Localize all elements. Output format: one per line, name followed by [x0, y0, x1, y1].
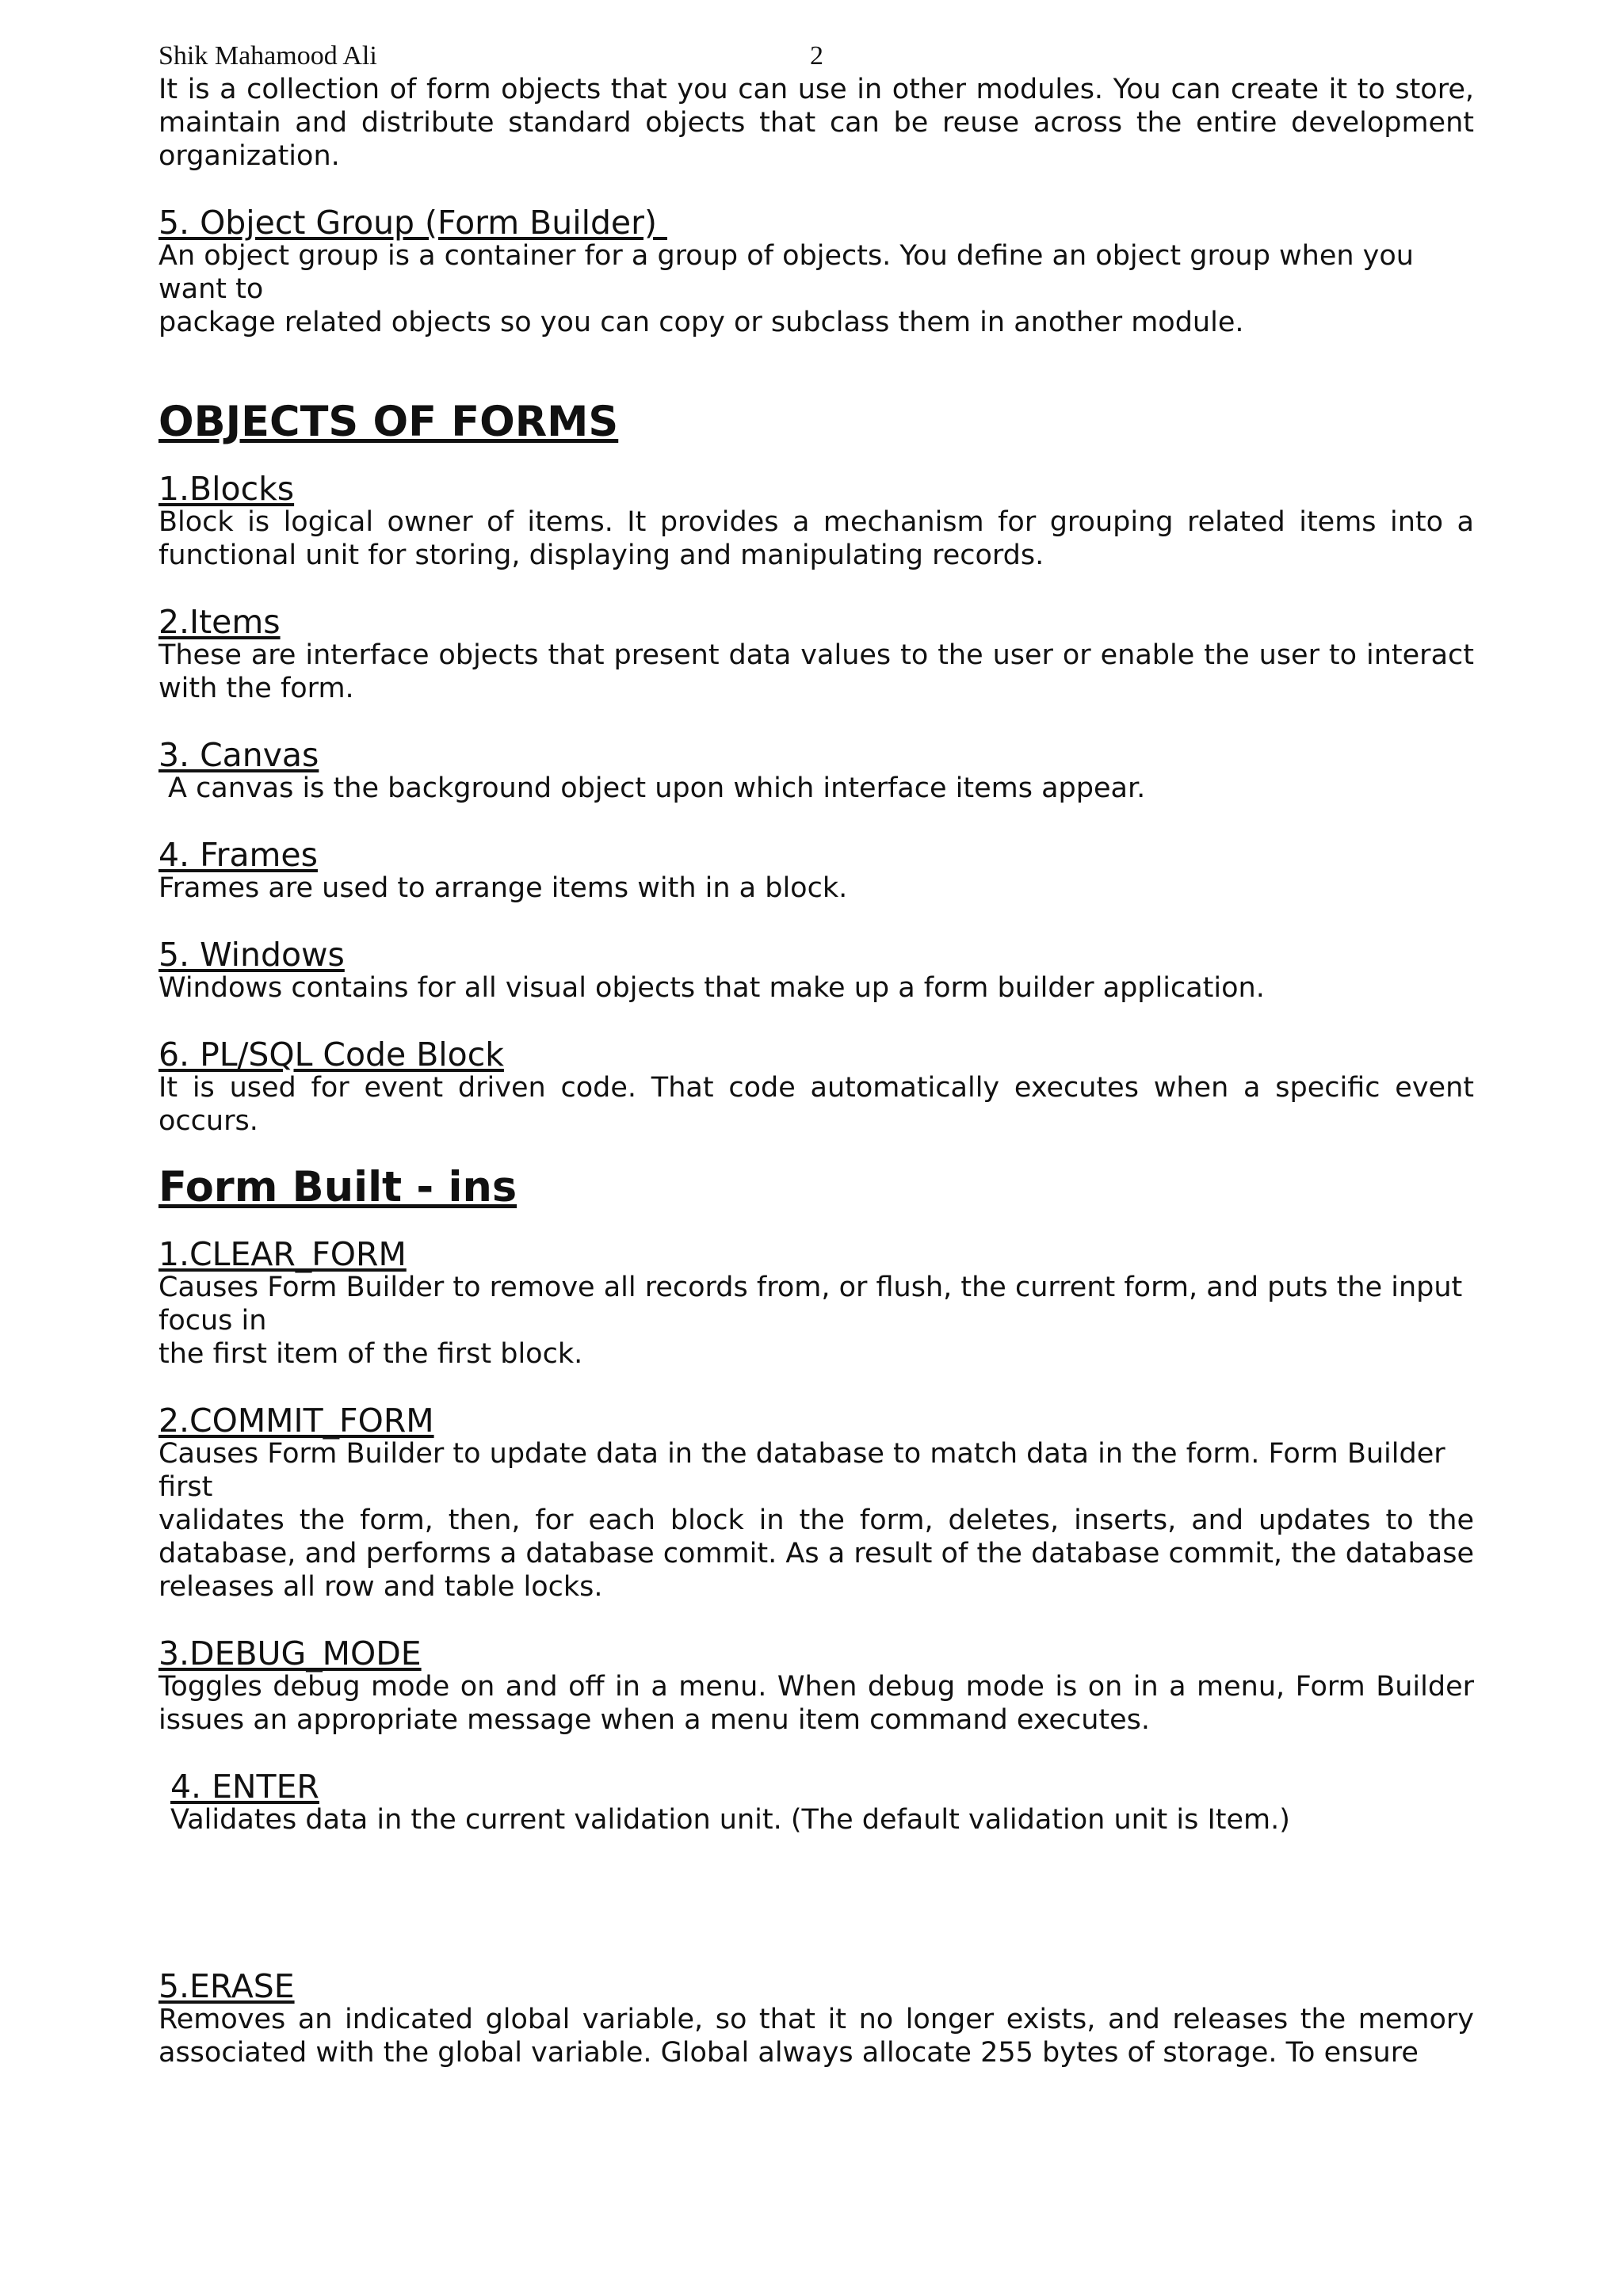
frames-text: Frames are used to arrange items with in a block.: [158, 872, 848, 904]
commit-form-line-2: validates the form, then, for each block in the form, deletes, inserts, and updates to the database, and performs a database commit. As a result of the database commit, the database releases all row and table locks.: [158, 1505, 1474, 1603]
section-debug-mode: [158, 1634, 1474, 1737]
object-group-line-1: An object group is a container for a group of objects. You define an object group when you want to: [158, 240, 1414, 305]
object-group-title: 5. Object Group (Form Builder): [158, 204, 667, 242]
debug-mode-text: Toggles debug mode on and off in a menu. When debug mode is on in a menu, Form Builder issues an appropriate message when a menu item command executes.: [158, 1671, 1474, 1736]
section-enter: [158, 1770, 1474, 1836]
document-body: [158, 73, 1474, 2069]
intro-paragraph: It is a collection of form objects that you can use in other modules. You can create it to store, maintain and distribute standard objects that can be reuse across the entire development organization.: [158, 74, 1474, 172]
section-windows: [158, 938, 1474, 1005]
clear-form-title: 1.CLEAR_FORM: [158, 1235, 407, 1273]
erase-text: Removes an indicated global variable, so that it no longer exists, and releases the memory associated with the global variable. Global always allocate 255 bytes of storage. To ensure: [158, 2004, 1474, 2069]
windows-title: 5. Windows: [158, 936, 345, 974]
section-clear-form: [158, 1235, 1474, 1371]
clear-form-line-2: the first item of the first block.: [158, 1338, 583, 1370]
erase-title: 5.ERASE: [158, 1967, 295, 2005]
section-plsql-code-block: [158, 1035, 1474, 1138]
debug-mode-title: 3.DEBUG_MODE: [158, 1634, 422, 1672]
page-number: 2: [810, 41, 823, 71]
windows-text: Windows contains for all visual objects that make up a form builder application.: [158, 972, 1265, 1004]
section-frames: [158, 838, 1474, 905]
section-canvas: [158, 738, 1474, 805]
canvas-text: A canvas is the background object upon which interface items appear.: [168, 772, 1146, 804]
items-title: 2.Items: [158, 603, 281, 641]
frames-title: 4. Frames: [158, 836, 318, 874]
section-blocks: [158, 472, 1474, 572]
section-erase: [158, 1967, 1474, 2069]
canvas-title: 3. Canvas: [158, 736, 319, 774]
object-group-section: [158, 206, 1474, 339]
form-builtins-heading: Form Built - ins: [158, 1163, 517, 1211]
page-header: [158, 38, 1474, 74]
enter-text: Validates data in the current validation unit. (The default validation unit is Item.): [170, 1804, 1290, 1836]
items-text: These are interface objects that present data values to the user or enable the user to interact with the form.: [158, 639, 1474, 704]
object-group-line-2: package related objects so you can copy or subclass them in another module.: [158, 307, 1244, 338]
commit-form-line-1: Causes Form Builder to update data in the database to match data in the form. Form Builder first: [158, 1438, 1445, 1503]
section-commit-form: [158, 1404, 1474, 1604]
header-author: Shik Mahamood Ali: [158, 41, 377, 71]
clear-form-line-1: Causes Form Builder to remove all records from, or flush, the current form, and puts the input focus in: [158, 1272, 1463, 1337]
plsql-code-block-title: 6. PL/SQL Code Block: [158, 1035, 504, 1074]
commit-form-title: 2.COMMIT_FORM: [158, 1402, 434, 1440]
enter-title: 4. ENTER: [170, 1768, 319, 1806]
blocks-text: Block is logical owner of items. It provides a mechanism for grouping related items into a functional unit for storing, displaying and manipulating records.: [158, 506, 1474, 571]
blocks-title: 1.Blocks: [158, 470, 295, 508]
section-items: [158, 605, 1474, 705]
plsql-code-block-text: It is used for event driven code. That code automatically executes when a specific event occurs.: [158, 1072, 1474, 1137]
objects-of-forms-heading: OBJECTS OF FORMS: [158, 398, 619, 446]
